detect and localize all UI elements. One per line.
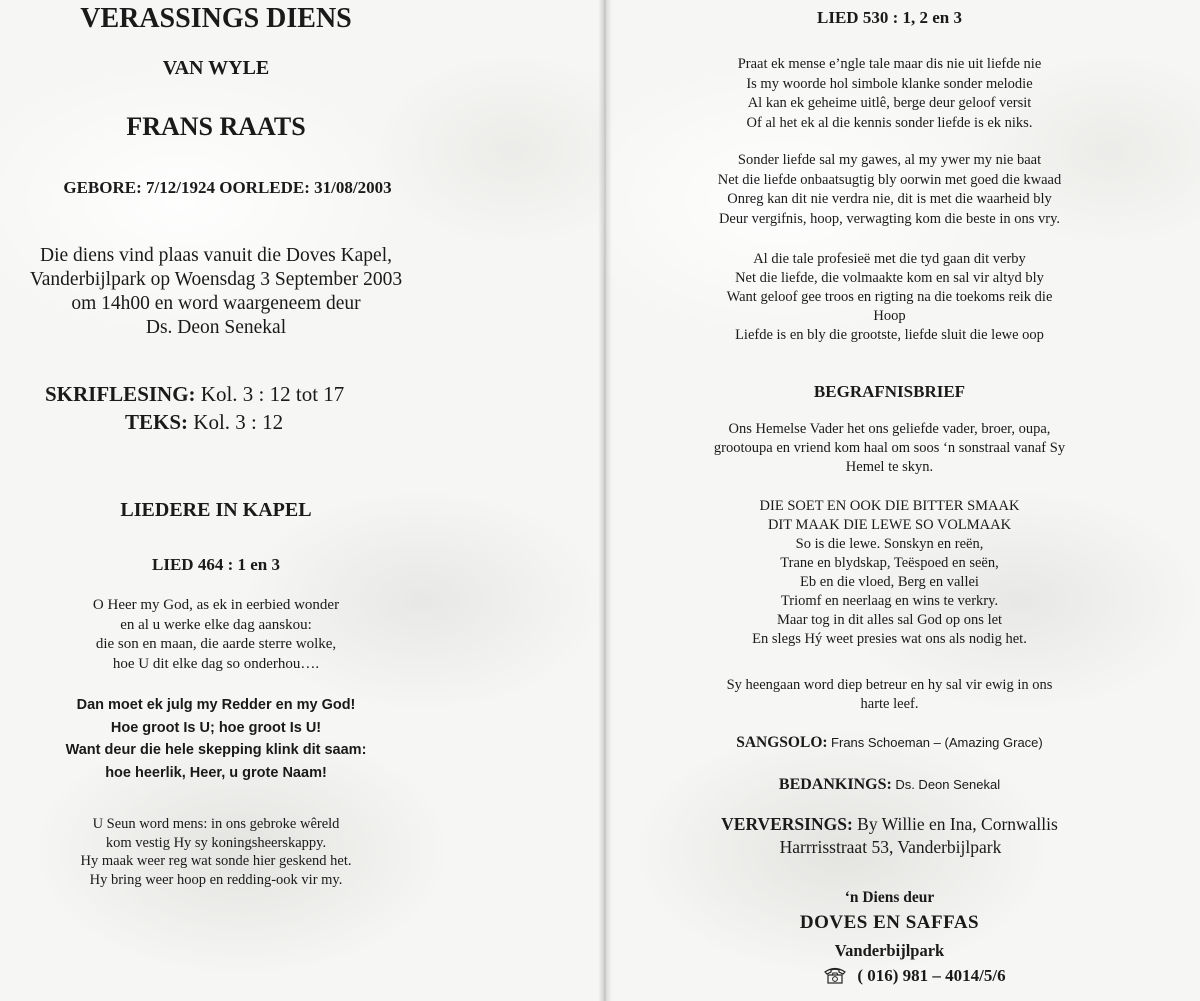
text-label: TEKS: (125, 410, 189, 434)
verse-line: Of al het ek al die kennis sonder liefde is ek niks. (746, 114, 1033, 131)
reading-value: Kol. 3 : 12 tot 17 (200, 382, 345, 406)
letter-heading: BEGRAFNISBRIEF (813, 382, 966, 401)
verse-line: Net die liefde, die volmaakte kom en sal vir altyd bly (735, 270, 1044, 286)
verse-line: Hy bring weer hoop en redding-ook vir my. (89, 871, 343, 888)
chorus-line: hoe heerlik, Heer, u grote Naam! (105, 764, 327, 781)
hymn-2-title: LIED 530 : 1, 2 en 3 (817, 8, 962, 27)
poem-line: DIT MAAK DIE LEWE SO VOLMAAK (767, 517, 1012, 533)
verse-line: Liefde is en bly die grootste, liefde sluit die lewe oop (735, 327, 1044, 343)
refreshments-label: VERVERSINGS: (721, 814, 853, 834)
text-value: Kol. 3 : 12 (193, 410, 284, 434)
closing-line: Sy heengaan word diep betreur en hy sal vir ewig in ons (726, 677, 1053, 693)
poem-line: Triomf en neerlaag en wins te verkry. (780, 593, 999, 609)
company-city: Vanderbijlpark (834, 941, 945, 960)
verse-line: Want geloof gee troos en rigting na die toekoms reik die (726, 289, 1053, 305)
hymn-2-verse-2 (603, 151, 1176, 229)
company-name: DOVES EN SAFFAS (799, 912, 980, 933)
letter-body (603, 420, 1176, 477)
chorus-line: Want deur die hele skepping klink dit saam: (65, 742, 367, 758)
bedankings-value: Ds. Deon Senekal (895, 777, 1001, 792)
service-by: ‘n Diens deur (844, 889, 935, 906)
bedankings-label: BEDANKINGS: (778, 776, 892, 793)
verse-line: Al kan ek geheime uitlê, berge deur geloof versit (747, 95, 1032, 111)
verse-line: U Seun word mens: in ons gebroke wêreld (92, 816, 340, 832)
verse-line: Hoop (873, 308, 906, 324)
poem-line: Eb en die vloed, Berg en vallei (800, 574, 979, 590)
verse-line: Sonder liefde sal my gawes, al my ywer my nie baat (737, 152, 1042, 168)
hymn-2-verse-3 (603, 250, 1176, 345)
closing-text (603, 676, 1176, 714)
songs-heading: LIEDERE IN KAPEL (120, 499, 312, 521)
hymn-2-verse-1 (603, 55, 1176, 133)
deceased-name: FRANS RAATS (126, 112, 306, 141)
readings (45, 380, 344, 436)
service-title: VERASSINGS DIENS (80, 3, 352, 34)
poem-line: En slegs Hý weet presies wat ons als nodig het. (752, 631, 1027, 647)
letter-line: Ons Hemelse Vader het ons geliefde vader, broer, oupa, (728, 421, 1051, 437)
letter-line: Hemel te skyn. (845, 459, 934, 475)
verse-line: Deur vergifnis, hoop, verwagting kom die beste in ons vry. (718, 210, 1061, 227)
letter-line: grootoupa en vriend kom haal om soos ‘n sonstraal vanaf Sy (713, 440, 1066, 456)
refreshments-value: By Willie en Ina, Cornwallis (857, 814, 1058, 834)
reading-label: SKRIFLESING: (45, 382, 196, 406)
hymn-1-verse (0, 596, 432, 674)
chorus-line: Dan moet ek julg my Redder en my God! (76, 697, 356, 713)
poem-line: So is die lewe. Sonskyn en reën, (795, 536, 984, 552)
hymn-1-chorus (0, 694, 432, 784)
poem-line: Maar tog in dit alles sal God op ons let (776, 612, 1003, 628)
sangsolo-label: SANGSOLO: (736, 734, 828, 751)
service-line: om 14h00 en word waargeneem deur (71, 293, 361, 314)
bedankings (603, 776, 1176, 794)
refreshments (603, 813, 1176, 859)
verse-line: O Heer my God, as ek in eerbied wonder (92, 597, 340, 613)
sangsolo-value: Frans Schoeman – (Amazing Grace) (831, 735, 1043, 750)
refreshments-address: Harrrisstraat 53, Vanderbijlpark (779, 837, 1002, 857)
hymn-1-verse-2 (0, 815, 432, 889)
telephone-icon (823, 966, 847, 984)
service-subtitle: VAN WYLE (162, 57, 270, 79)
verse-line: Praat ek mense e’ngle tale maar dis nie uit liefde nie (737, 56, 1042, 72)
service-line: Vanderbijlpark op Woensdag 3 September 2003 (29, 269, 403, 290)
poem-line: Trane en blydskap, Teëspoed en seën, (780, 555, 999, 571)
phone-value: ( 016) 981 – 4014/5/6 (857, 966, 1006, 985)
verse-line: hoe U dit elke dag so onderhou…. (112, 655, 320, 672)
phone-number (603, 966, 1176, 986)
verse-line: en al u werke elke dag aanskou: (120, 616, 312, 633)
hymn-1-title: LIED 464 : 1 en 3 (152, 555, 280, 574)
verse-line: Is my woorde hol simbole klanke sonder melodie (746, 75, 1033, 92)
chorus-line: Hoe groot Is U; hoe groot Is U! (110, 719, 322, 736)
poem-line: DIE SOET EN OOK DIE BITTER SMAAK (759, 498, 1020, 514)
service-line: Die diens vind plaas vanuit die Doves Kapel, (40, 245, 392, 266)
poem (603, 497, 1176, 649)
verse-line: Al die tale profesieë met die tyd gaan dit verby (753, 251, 1026, 267)
verse-line: kom vestig Hy sy koningsheerskappy. (105, 834, 327, 851)
verse-line: Net die liefde onbaatsugtig bly oorwin met goed die kwaad (717, 171, 1062, 188)
life-dates: GEBORE: 7/12/1924 OORLEDE: 31/08/2003 (63, 178, 392, 197)
verse-line: Hy maak weer reg wat sonde hier geskend het. (80, 853, 352, 869)
verse-line: Onreg kan dit nie verdra nie, dit is met die waarheid bly (727, 191, 1052, 207)
verse-line: die son en maan, die aarde sterre wolke, (95, 636, 337, 652)
service-info (0, 244, 432, 340)
sangsolo (603, 734, 1176, 752)
service-line: Ds. Deon Senekal (145, 317, 287, 338)
closing-line: harte leef. (860, 696, 919, 712)
